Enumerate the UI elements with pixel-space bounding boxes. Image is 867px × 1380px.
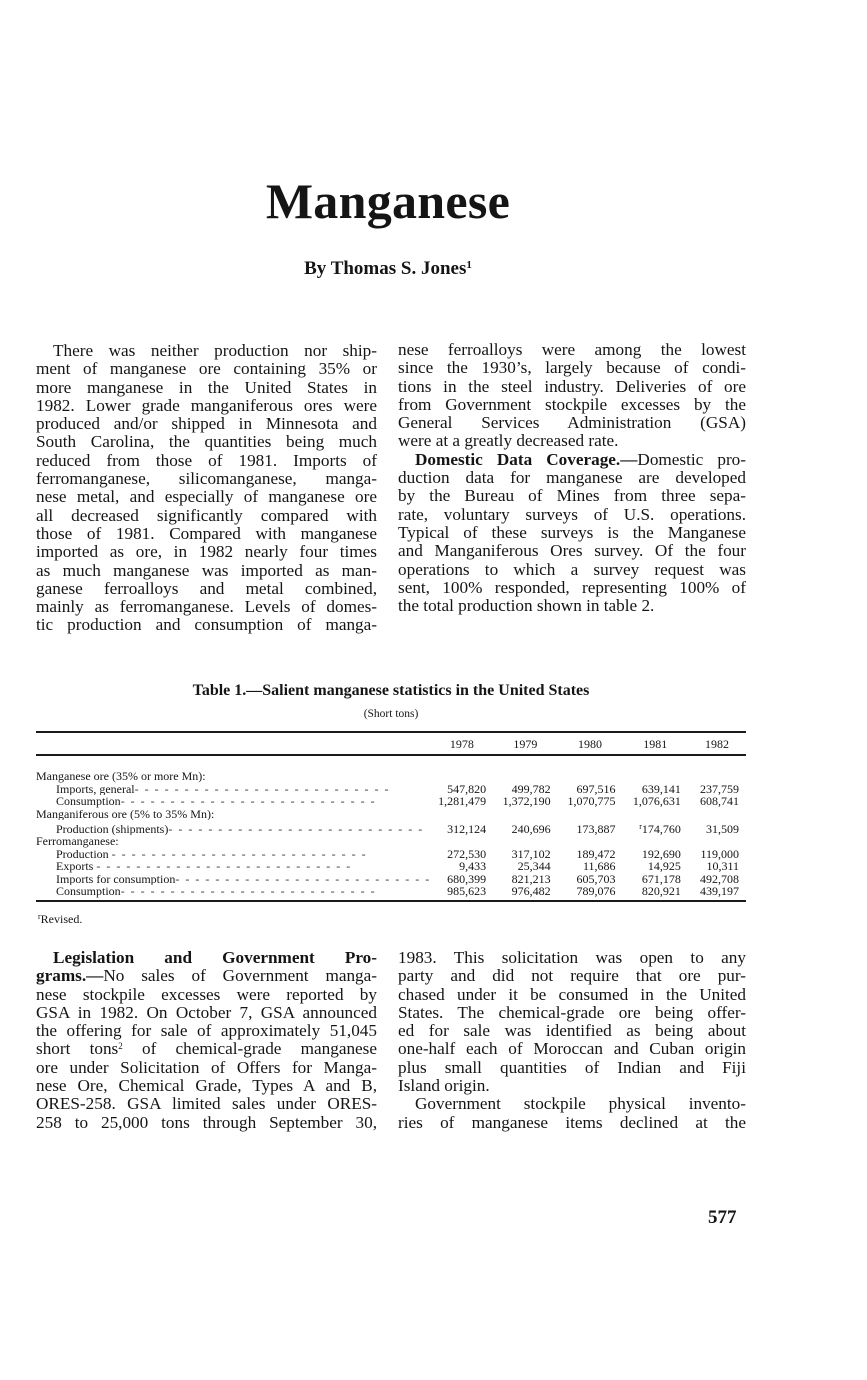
text-line: 258 to 25,000 tons through September 30, [36, 1112, 377, 1132]
text-line: There was neither production nor ship- [53, 341, 377, 360]
cell-value: 492,708 [700, 871, 739, 886]
table-spacer [36, 755, 746, 770]
column-header: 1979 [493, 732, 558, 755]
text-line: Island origin. [398, 1076, 490, 1096]
revised-mark: r [639, 822, 642, 832]
column-header: 1981 [623, 732, 688, 755]
row-label [36, 860, 431, 872]
text-line: ment of manganese ore containing 35% or [36, 359, 377, 379]
cell-value: 605,703 [576, 871, 616, 886]
text-line: plus small quantities of Indian and Fiji [398, 1057, 746, 1077]
text-line: from Government stockpile excesses by the [398, 394, 746, 414]
row-label-text: Production (shipments) [56, 822, 169, 836]
cell-value: 1,070,775 [567, 794, 616, 809]
page-title: Manganese [265, 173, 511, 229]
cell-value [623, 820, 688, 835]
cell-value: 499,782 [511, 781, 551, 796]
cell-value: 697,516 [576, 781, 616, 796]
text-line: the offering for sale of approximately 51,045 [36, 1021, 377, 1041]
row-label-text: Exports [56, 860, 94, 873]
text-line: one-half each of Moroccan and Cuban origin [398, 1039, 746, 1059]
cell-value: 985,623 [431, 885, 493, 901]
table-row [36, 873, 746, 885]
text-line: by the Bureau of Mines from three sepa- [398, 486, 746, 506]
cell-value: 820,921 [623, 885, 688, 901]
cell-value: 272,530 [447, 846, 487, 861]
intro-left-column [36, 342, 377, 635]
table-row [36, 848, 746, 860]
salient-statistics-table [36, 731, 746, 902]
table-row [36, 885, 746, 901]
cell-value: 189,472 [576, 846, 616, 861]
cell-value: 31,509 [706, 822, 739, 837]
text-line: ORES-258. GSA limited sales under ORES- [36, 1094, 377, 1114]
cell-value: 671,178 [641, 871, 681, 886]
intro-right-column [398, 341, 746, 615]
dot-leader: - - - - - - - - - - - - - - - - - - - - - - - - - - [120, 795, 377, 808]
section-heading: Ferromanganese: [36, 835, 119, 848]
text-line: were at a greatly decreased rate. [398, 431, 619, 451]
text-line: more manganese in the United States in [36, 377, 377, 397]
section-heading: Manganese ore (35% or more Mn): [36, 770, 206, 783]
cell-value: 639,141 [641, 781, 681, 796]
cell-value-text: 174,760 [641, 822, 681, 837]
text-line: since the 1930’s, largely because of condi- [398, 358, 746, 378]
text-line: States. The chemical-grade ore being offer- [398, 1002, 746, 1022]
cell-value: 789,076 [558, 885, 623, 901]
cell-value: 9,433 [459, 859, 487, 874]
text-line: ganese ferroalloys and metal combined, [36, 578, 377, 598]
text-line: GSA in 1982. On October 7, GSA announced [36, 1002, 377, 1022]
cell-value: 439,197 [688, 885, 746, 901]
text-line: duction data for manganese are developed [398, 468, 746, 488]
text-line: South Carolina, the quantities being much [36, 432, 377, 452]
table-footnote [38, 912, 82, 927]
text-line: imported as ore, in 1982 nearly four times [36, 542, 377, 562]
text-line: sent, 100% responded, representing 100% of [398, 577, 746, 597]
text-fragment: short tons [36, 1039, 119, 1059]
cell-value: 119,000 [700, 846, 739, 861]
section-heading-row [36, 770, 746, 782]
author-byline [0, 258, 776, 280]
text-fragment: No sales of Government manga- [103, 966, 377, 986]
column-header: 1980 [558, 732, 623, 755]
text-line: those of 1981. Compared with manganese [36, 523, 377, 543]
text-line: tic production and consumption of manga- [36, 615, 377, 635]
row-label [36, 848, 431, 860]
row-label [36, 783, 431, 795]
cell-value: 312,124 [447, 822, 487, 837]
table-row [36, 860, 746, 872]
section-heading-row [36, 808, 746, 820]
legislation-heading-cont: grams.— [36, 966, 104, 986]
text-line: tions in the steel industry. Deliveries of ore [398, 376, 746, 396]
text-line: rate, voluntary surveys of U.S. operations. [398, 504, 746, 524]
legislation-left-column [36, 949, 377, 1132]
section-heading-row [36, 835, 746, 847]
table-unit: (Short tons) [363, 708, 419, 720]
text-line: nese Ore, Chemical Grade, Types A and B, [36, 1076, 377, 1096]
footnote-mark: 2 [118, 1041, 123, 1052]
legislation-first-line [36, 967, 377, 985]
cell-value: 173,887 [576, 822, 616, 837]
row-label [36, 885, 431, 901]
legislation-heading: Legislation and Government Pro- [53, 948, 377, 967]
column-header: 1982 [688, 732, 746, 755]
text-line: ed for sale was identified as being about [398, 1021, 746, 1041]
text-line: mainly as ferromanganese. Levels of domes- [36, 597, 377, 617]
table-header-label [36, 732, 431, 755]
text-line: Typical of these surveys is the Manganese [398, 522, 746, 542]
text-line: reduced from those of 1981. Imports of [36, 450, 377, 470]
cell-value: 680,399 [447, 871, 487, 886]
text-line: General Services Administration (GSA) [398, 413, 746, 433]
row-label [36, 795, 431, 807]
table-row [36, 795, 746, 807]
text-line: ries of manganese items declined at the [398, 1112, 746, 1132]
domestic-data-first-line [398, 451, 746, 469]
text-line: chased under it be consumed in the United [398, 984, 746, 1004]
dot-leader: - - - - - - - - - - - - - - - - - - - - - - - - - - [96, 860, 352, 873]
text-line: 1983. This solicitation was open to any [398, 948, 746, 967]
text-line: the total production shown in table 2. [398, 596, 655, 616]
row-label [36, 820, 431, 835]
cell-value: 11,686 [582, 859, 616, 874]
cell-value: 976,482 [493, 885, 558, 901]
dot-leader: - - - - - - - - - - - - - - - - - - - - - - - - - - [134, 782, 391, 796]
text-fragment: of chemical-grade manganese [122, 1039, 377, 1059]
author-name: By Thomas S. Jones [304, 258, 467, 279]
row-label [36, 873, 431, 885]
author-footnote-mark: 1 [466, 259, 472, 271]
text-line: nese metal, and especially of manganese ore [36, 487, 377, 507]
column-header: 1978 [431, 732, 493, 755]
section-heading: Manganiferous ore (5% to 35% Mn): [36, 807, 215, 821]
text-line: and Manganiferous Ores survey. Of the four [398, 541, 746, 561]
row-label-text: Imports for consumption [56, 872, 176, 886]
dot-leader: - - - - - - - - - - - - - - - - - - - - - - - - - - [120, 885, 377, 899]
cell-value: 821,213 [511, 871, 551, 886]
page-number: 577 [708, 1207, 737, 1228]
cell-value: 25,344 [517, 859, 551, 874]
cell-value: 608,741 [700, 794, 739, 809]
cell-value: 1,372,190 [502, 794, 551, 809]
text-line-with-footnote [36, 1040, 377, 1058]
row-label-text: Consumption [56, 795, 121, 808]
dot-leader: - - - - - - - - - - - - - - - - - - - - - - - - - - [168, 822, 424, 836]
table-header-row [36, 732, 746, 755]
dot-leader: - - - - - - - - - - - - - - - - - - - - - - - - - - [111, 847, 368, 861]
text-line: produced and/or shipped in Minnesota and [36, 414, 377, 434]
domestic-data-heading: Domestic Data Coverage.— [415, 449, 638, 469]
row-label-text: Production [56, 847, 109, 861]
text-line: ore under Solicitation of Offers for Manga- [36, 1057, 377, 1077]
cell-value: 14,925 [647, 859, 681, 874]
table-row [36, 820, 746, 835]
text-line: as much manganese was imported as man- [36, 560, 377, 580]
cell-value: 192,690 [641, 846, 681, 861]
row-label-text: Imports, general [56, 782, 135, 796]
cell-value: 1,281,479 [438, 794, 487, 809]
text-line: operations to which a survey request was [398, 559, 746, 579]
text-line: Government stockpile physical invento- [415, 1094, 746, 1114]
cell-value: 1,076,631 [632, 794, 681, 809]
cell-value: 10,311 [706, 859, 739, 874]
table-title: Table 1.—Salient manganese statistics in the United States [192, 682, 590, 699]
cell-value: 240,696 [511, 822, 551, 837]
dot-leader: - - - - - - - - - - - - - - - - - - - - - - - - - - [175, 872, 431, 886]
text-fragment: Domestic pro- [637, 449, 746, 469]
text-line: all decreased significantly compared with [36, 505, 377, 525]
text-line: nese stockpile excesses were reported by [36, 984, 377, 1004]
text-line: 1982. Lower grade manganiferous ores were [36, 395, 377, 415]
text-line: nese ferroalloys were among the lowest [398, 340, 746, 359]
legislation-right-column [398, 949, 746, 1132]
cell-value: 317,102 [511, 846, 551, 861]
text-line: ferromanganese, silicomanganese, manga- [36, 469, 377, 489]
text-line: party and did not require that ore pur- [398, 966, 746, 986]
footnote-text: Revised. [40, 912, 83, 926]
cell-value: 237,759 [700, 781, 739, 796]
cell-value: 547,820 [447, 781, 487, 796]
row-label-text: Consumption [56, 885, 121, 899]
footnote-mark: r [38, 912, 41, 921]
